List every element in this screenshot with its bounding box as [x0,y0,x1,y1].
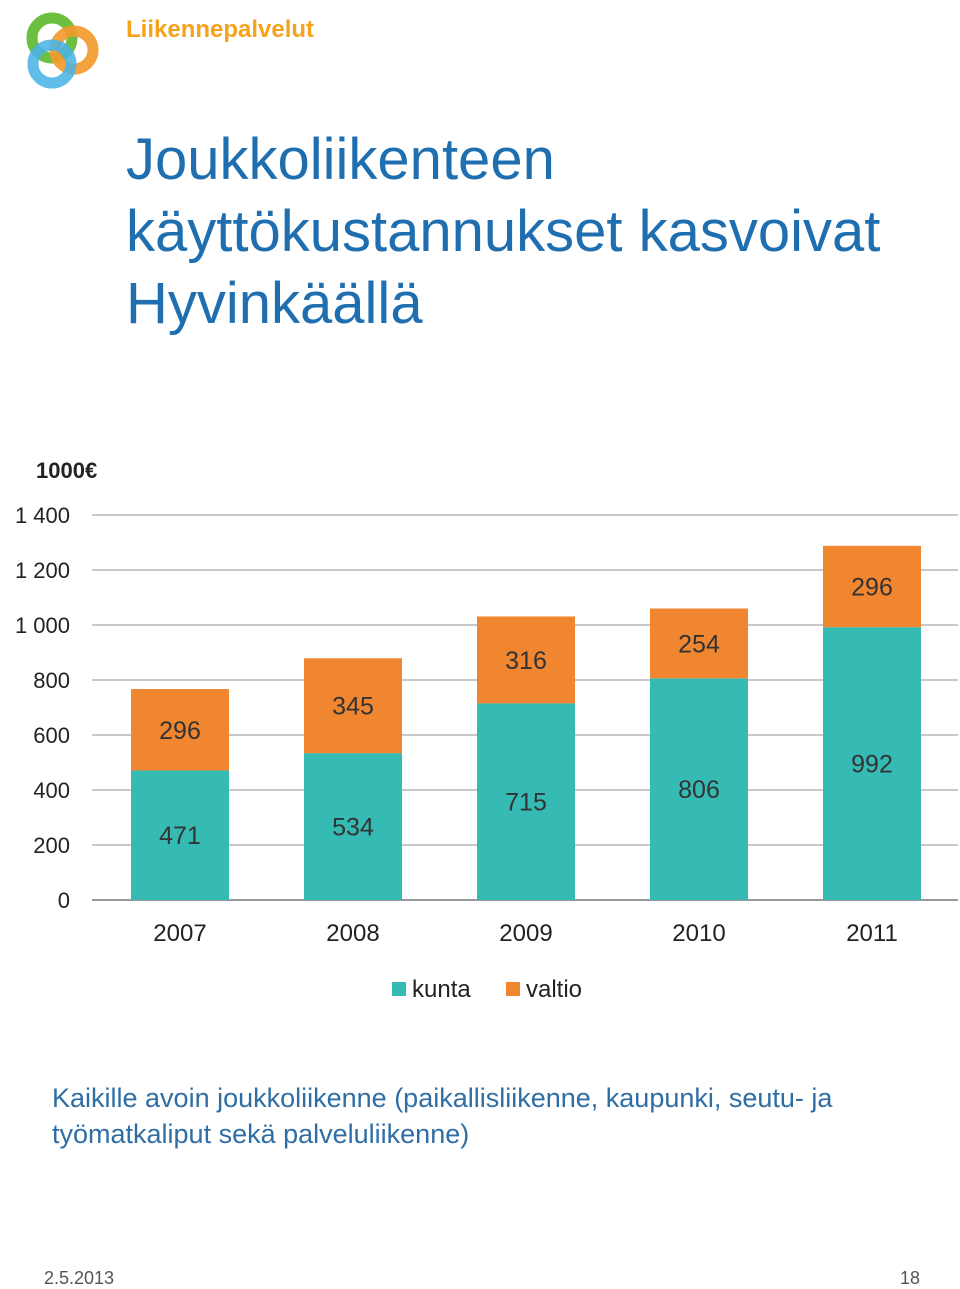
stacked-bar-chart [0,448,960,1018]
y-tick-label: 200 [33,833,70,858]
legend-label-kunta: kunta [412,976,471,1003]
y-tick-label: 1 400 [14,503,70,528]
brand-name: Liikennepalvelut [126,16,315,43]
y-tick-label: 800 [33,668,70,693]
legend-swatch-kunta [392,982,406,996]
x-tick-label: 2007 [153,920,207,947]
data-label-valtio: 296 [159,716,201,745]
data-label-kunta: 471 [159,822,201,851]
data-label-kunta: 806 [678,776,720,805]
page-title [126,124,946,340]
footer-date: 2.5.2013 [44,1268,115,1288]
data-label-kunta: 992 [851,750,893,779]
x-tick-label: 2009 [499,920,553,947]
y-tick-label: 1 000 [14,613,70,638]
brand-logo-icon [16,8,104,94]
x-tick-label: 2008 [326,920,380,947]
title-line: käyttökustannukset kasvoivat [126,199,881,264]
data-label-valtio: 296 [851,573,893,602]
x-tick-label: 2010 [672,920,726,947]
legend-label-valtio: valtio [526,976,583,1003]
chart-caption: Kaikille avoin joukkoliikenne (paikallisliikenne, kaupunki, seutu- ja työmatkaliput sekä palveluliikenne) [52,1083,833,1149]
data-label-valtio: 316 [505,646,547,675]
data-label-valtio: 254 [678,630,720,659]
unit-label: 1000€ [36,458,98,483]
legend-swatch-valtio [506,982,520,996]
y-tick-label: 600 [33,723,70,748]
x-tick-label: 2011 [846,920,898,947]
title-line: Joukkoliikenteen [126,127,555,192]
y-tick-label: 400 [33,778,70,803]
data-label-valtio: 345 [332,692,374,721]
page-number: 18 [899,1268,920,1288]
title-line: Hyvinkäällä [126,271,423,336]
data-label-kunta: 715 [505,788,547,817]
data-label-kunta: 534 [332,813,374,842]
y-tick-label: 1 200 [14,558,70,583]
y-tick-label: 0 [57,888,70,913]
